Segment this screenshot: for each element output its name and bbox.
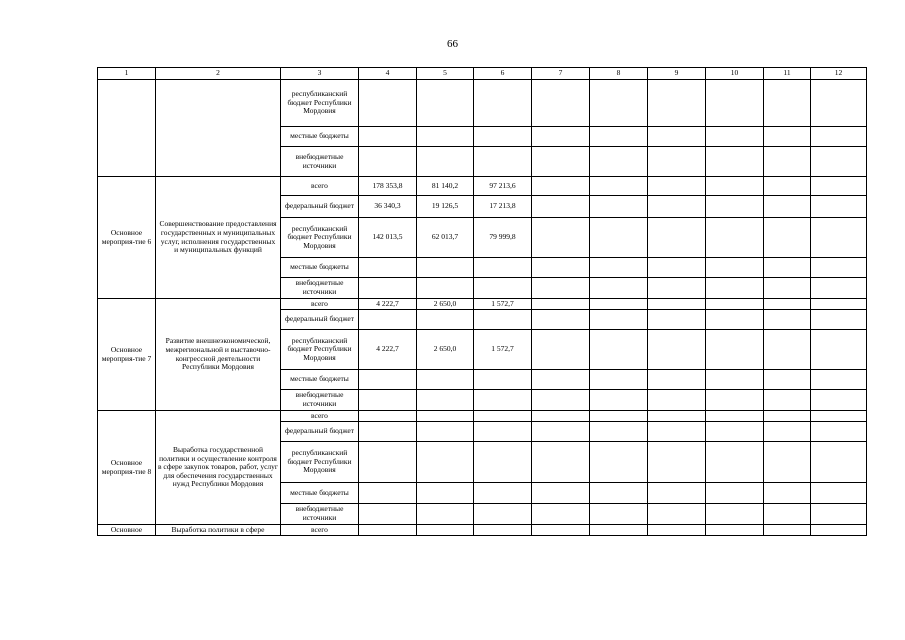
event-description: Выработка государственной политики и осуществление контроля в сфере закупок товаров, работ, услуг для обеспечения государственных нужд Республики Мордовия <box>156 411 281 525</box>
value-total <box>359 504 417 525</box>
value-total <box>359 525 417 536</box>
value-year2: 1 572,7 <box>474 299 532 310</box>
value-year1 <box>417 310 474 330</box>
value-year2 <box>474 258 532 278</box>
value-year2 <box>474 370 532 390</box>
value-total <box>359 483 417 504</box>
value-year2 <box>474 504 532 525</box>
value-year1 <box>417 258 474 278</box>
value-year2 <box>474 278 532 299</box>
column-header: 7 <box>532 68 590 80</box>
funding-source: республиканский бюджет Республики Мордовия <box>281 218 359 258</box>
value-year1 <box>417 147 474 177</box>
value-year1: 81 140,2 <box>417 177 474 196</box>
column-header: 9 <box>648 68 706 80</box>
funding-source: внебюджетные источники <box>281 504 359 525</box>
value-year2: 79 999,8 <box>474 218 532 258</box>
value-year1 <box>417 442 474 483</box>
funding-source: федеральный бюджет <box>281 310 359 330</box>
funding-source: республиканский бюджет Республики Мордовия <box>281 330 359 370</box>
column-header: 3 <box>281 68 359 80</box>
value-total: 4 222,7 <box>359 299 417 310</box>
column-header: 1 <box>98 68 156 80</box>
value-year2 <box>474 127 532 147</box>
event-label: Основное мероприя-тие 7 <box>98 299 156 411</box>
table-row <box>98 177 867 196</box>
funding-source: местные бюджеты <box>281 370 359 390</box>
value-total <box>359 370 417 390</box>
value-total <box>359 127 417 147</box>
value-total: 178 353,8 <box>359 177 417 196</box>
funding-source: федеральный бюджет <box>281 422 359 442</box>
value-year2 <box>474 483 532 504</box>
value-total <box>359 80 417 127</box>
event-description <box>156 80 281 177</box>
value-year2 <box>474 310 532 330</box>
funding-source: республиканский бюджет Республики Мордовия <box>281 442 359 483</box>
value-year1 <box>417 80 474 127</box>
value-year1 <box>417 422 474 442</box>
value-total <box>359 310 417 330</box>
value-year1 <box>417 278 474 299</box>
page-number: 66 <box>447 38 458 50</box>
value-year2 <box>474 147 532 177</box>
table-row <box>98 299 867 310</box>
value-year1 <box>417 483 474 504</box>
value-year1: 19 126,5 <box>417 196 474 218</box>
event-label: Основное мероприя-тие 8 <box>98 411 156 525</box>
funding-source: внебюджетные источники <box>281 278 359 299</box>
column-header: 5 <box>417 68 474 80</box>
event-label: Основное мероприя-тие 6 <box>98 177 156 299</box>
value-year1: 2 650,0 <box>417 299 474 310</box>
funding-source: местные бюджеты <box>281 483 359 504</box>
value-total <box>359 147 417 177</box>
funding-source: республиканский бюджет Республики Мордовия <box>281 80 359 127</box>
event-description: Развитие внешнеэкономической, межрегиональной и выставочно-конгрессной деятельности Республики Мордовия <box>156 299 281 411</box>
value-total <box>359 442 417 483</box>
funding-source: внебюджетные источники <box>281 147 359 177</box>
column-header: 10 <box>706 68 764 80</box>
value-year2 <box>474 442 532 483</box>
funding-source: внебюджетные источники <box>281 390 359 411</box>
value-year2 <box>474 80 532 127</box>
column-header: 8 <box>590 68 648 80</box>
funding-source: федеральный бюджет <box>281 196 359 218</box>
value-year2 <box>474 390 532 411</box>
value-total: 142 013,5 <box>359 218 417 258</box>
value-year2 <box>474 411 532 422</box>
funding-source: всего <box>281 525 359 536</box>
value-year1 <box>417 127 474 147</box>
value-total <box>359 278 417 299</box>
value-total <box>359 411 417 422</box>
value-year1: 62 013,7 <box>417 218 474 258</box>
funding-source: всего <box>281 299 359 310</box>
value-year2: 97 213,6 <box>474 177 532 196</box>
value-total: 4 222,7 <box>359 330 417 370</box>
event-label <box>98 80 156 177</box>
funding-source: местные бюджеты <box>281 127 359 147</box>
value-year1 <box>417 390 474 411</box>
value-total <box>359 422 417 442</box>
value-year1: 2 650,0 <box>417 330 474 370</box>
column-header: 4 <box>359 68 417 80</box>
value-year1 <box>417 411 474 422</box>
value-year1 <box>417 504 474 525</box>
event-label: Основное <box>98 525 156 536</box>
event-description: Выработка политики в сфере <box>156 525 281 536</box>
column-header: 6 <box>474 68 532 80</box>
table-row <box>98 411 867 422</box>
value-year2: 17 213,8 <box>474 196 532 218</box>
funding-source: местные бюджеты <box>281 258 359 278</box>
value-year2 <box>474 422 532 442</box>
table-row <box>98 525 867 536</box>
table-row <box>98 80 867 127</box>
value-year1 <box>417 525 474 536</box>
funding-source: всего <box>281 411 359 422</box>
funding-source: всего <box>281 177 359 196</box>
budget-table <box>97 67 867 536</box>
value-total <box>359 258 417 278</box>
value-year1 <box>417 370 474 390</box>
value-total: 36 340,3 <box>359 196 417 218</box>
event-description: Совершенствование предоставления государственных и муниципальных услуг, исполнения государственных и муниципальных функций <box>156 177 281 299</box>
column-header: 11 <box>764 68 811 80</box>
column-header: 2 <box>156 68 281 80</box>
column-header: 12 <box>811 68 867 80</box>
value-total <box>359 390 417 411</box>
value-year2 <box>474 525 532 536</box>
header-row <box>98 68 867 80</box>
value-year2: 1 572,7 <box>474 330 532 370</box>
